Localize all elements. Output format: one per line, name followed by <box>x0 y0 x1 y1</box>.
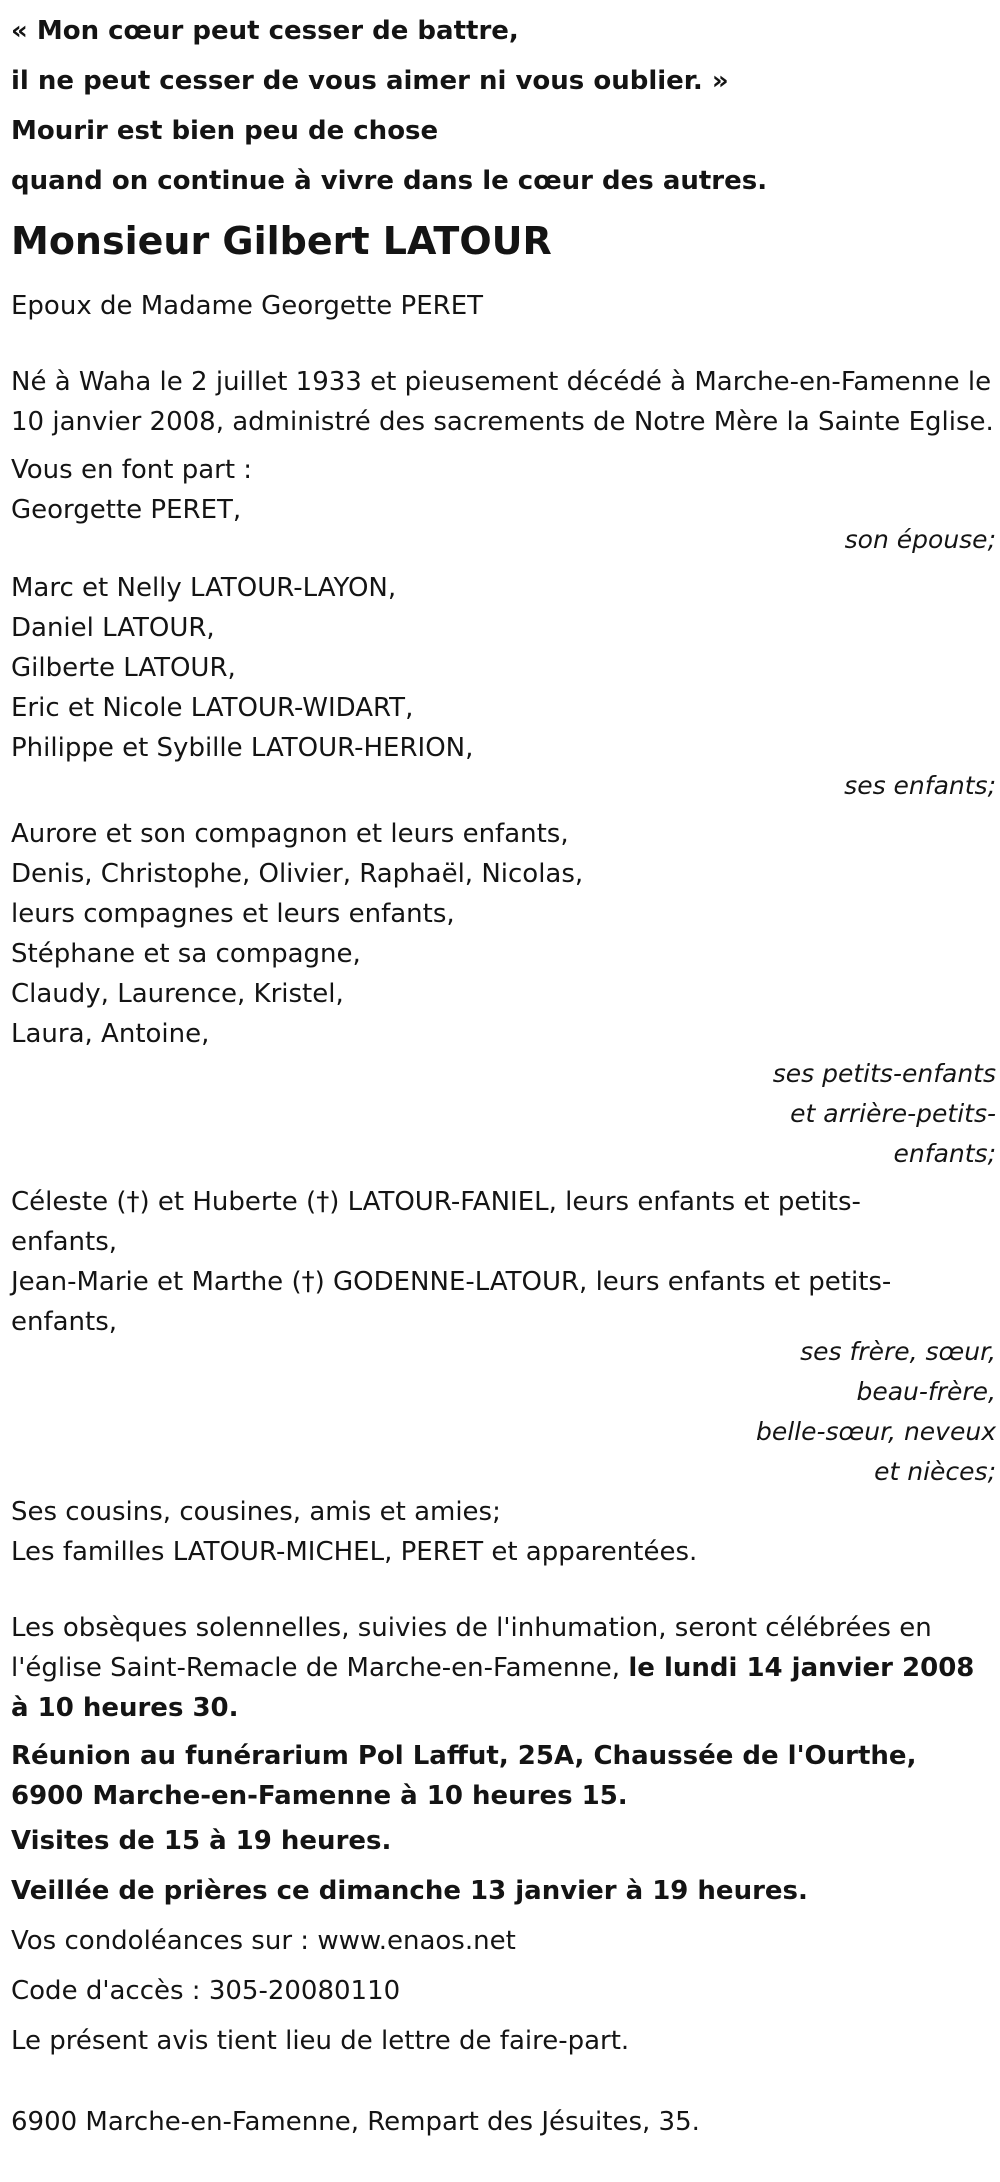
role-line: ses petits-enfants <box>772 1059 996 1088</box>
family-name-line: Georgette PERET, <box>11 495 242 525</box>
family-name-line: leurs compagnes et leurs enfants, <box>11 899 455 929</box>
obituary-page <box>0 6 1000 2182</box>
funeral-text: Les obsèques solennelles, suivies de l'inhumation, seront célébrées en l'église Saint-Remacle de Marche-en-Famenne, <box>11 1613 932 1683</box>
role-line: beau-frère, <box>856 1377 996 1406</box>
role-line: ses frère, sœur, <box>800 1337 996 1366</box>
family-name-line: Gilberte LATOUR, <box>11 653 236 683</box>
family-name-line: Céleste (†) et Huberte (†) LATOUR-FANIEL, leurs enfants et petits- <box>11 1187 861 1217</box>
family-name-line: Philippe et Sybille LATOUR-HERION, <box>11 733 474 763</box>
role-line: son épouse; <box>844 525 996 554</box>
spouse-line: Epoux de Madame Georgette PERET <box>11 291 484 321</box>
quote-line: « Mon cœur peut cesser de battre, <box>11 16 519 46</box>
role-line: belle-sœur, neveux <box>755 1417 996 1446</box>
family-name-line: Eric et Nicole LATOUR-WIDART, <box>11 693 414 723</box>
obituary-document <box>11 6 996 2142</box>
birth-death-paragraph: Né à Waha le 2 juillet 1933 et pieusement décédé à Marche-en-Famenne le 10 janvier 2008, administré des sacrements de Notre Mère la Sainte Eglise. <box>11 367 994 437</box>
role-line: et nièces; <box>874 1457 996 1486</box>
quote-line: Mourir est bien peu de chose <box>11 116 439 146</box>
role-line: enfants; <box>893 1139 996 1168</box>
role-children <box>11 766 996 806</box>
family-name-line: Marc et Nelly LATOUR-LAYON, <box>11 573 397 603</box>
funeral-date: le lundi 14 janvier 2008 à 10 heures 30. <box>11 1653 975 1723</box>
extended-family <box>11 1492 996 1572</box>
family-name-line: enfants, <box>11 1307 118 1337</box>
funeral-paragraph <box>11 1608 996 1728</box>
address-line: 6900 Marche-en-Famenne, Rempart des Jésuites, 35. <box>11 2107 700 2137</box>
reunion-paragraph: Réunion au funérarium Pol Laffut, 25A, Chaussée de l'Ourthe, 6900 Marche-en-Famenne à 10 heures 15. <box>11 1741 917 1811</box>
vigil-line: Veillée de prières ce dimanche 13 janvier à 19 heures. <box>11 1876 808 1906</box>
role-grandchildren <box>11 1054 996 1174</box>
family-name-line: Claudy, Laurence, Kristel, <box>11 979 344 1009</box>
role-line: et arrière-petits- <box>790 1099 996 1128</box>
family-name-line: Laura, Antoine, <box>11 1019 210 1049</box>
cousins-line: Ses cousins, cousines, amis et amies; <box>11 1497 501 1527</box>
deceased-name: Monsieur Gilbert LATOUR <box>11 219 552 263</box>
announce-intro: Vous en font part : <box>11 455 253 485</box>
family-group-grandchildren <box>11 814 996 1054</box>
family-group-siblings <box>11 1182 996 1342</box>
opening-quote <box>11 6 996 206</box>
role-line: ses enfants; <box>844 771 996 800</box>
access-code-line: Code d'accès : 305-20080110 <box>11 1976 401 2006</box>
families-line: Les familles LATOUR-MICHEL, PERET et apparentées. <box>11 1537 698 1567</box>
condolences-line: Vos condoléances sur : www.enaos.net <box>11 1926 516 1956</box>
role-siblings <box>11 1332 996 1492</box>
family-group-children <box>11 568 996 768</box>
family-name-line: Stéphane et sa compagne, <box>11 939 361 969</box>
family-name-line: enfants, <box>11 1227 118 1257</box>
family-name-line: Denis, Christophe, Olivier, Raphaël, Nicolas, <box>11 859 584 889</box>
quote-line: il ne peut cesser de vous aimer ni vous oublier. » <box>11 66 729 96</box>
family-name-line: Jean-Marie et Marthe (†) GODENNE-LATOUR, leurs enfants et petits- <box>11 1267 892 1297</box>
visits-line: Visites de 15 à 19 heures. <box>11 1826 392 1856</box>
quote-line: quand on continue à vivre dans le cœur des autres. <box>11 166 768 196</box>
notice-line: Le présent avis tient lieu de lettre de faire-part. <box>11 2026 630 2056</box>
family-name-line: Daniel LATOUR, <box>11 613 215 643</box>
family-name-line: Aurore et son compagnon et leurs enfants, <box>11 819 569 849</box>
